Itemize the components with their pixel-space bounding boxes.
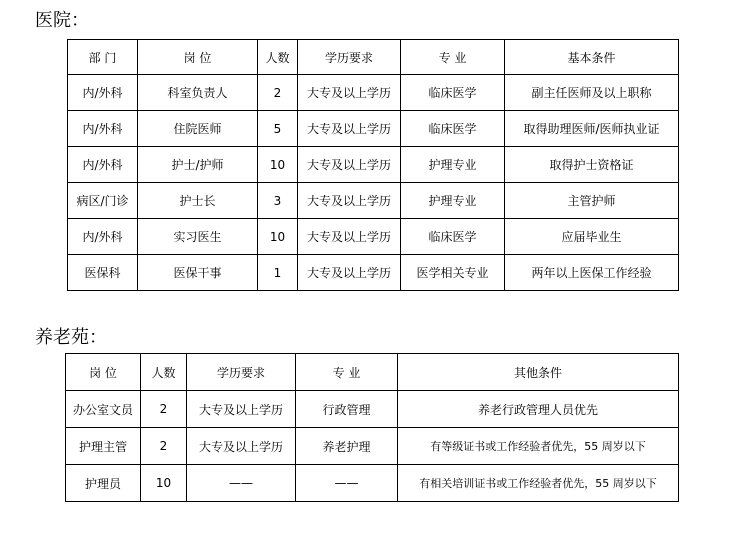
cell-education: 大专及以上学历 xyxy=(298,219,401,255)
cell-major: 行政管理 xyxy=(296,391,398,428)
cell-requirements: 取得护士资格证 xyxy=(505,147,679,183)
cell-department: 内/外科 xyxy=(68,219,138,255)
cell-department: 内/外科 xyxy=(68,111,138,147)
table-row xyxy=(68,219,679,255)
header-count: 人数 xyxy=(258,40,298,75)
cell-major: 护理专业 xyxy=(401,183,505,219)
cell-count: 10 xyxy=(141,465,187,502)
cell-department: 内/外科 xyxy=(68,75,138,111)
table-row xyxy=(66,428,679,465)
table-row xyxy=(68,255,679,291)
hospital-section-title: 医院： xyxy=(35,10,89,31)
hospital-positions-table xyxy=(67,39,679,291)
cell-education: —— xyxy=(187,465,296,502)
cell-requirements: 有相关培训证书或工作经验者优先，55 周岁以下 xyxy=(398,465,679,502)
header-major: 专 业 xyxy=(296,354,398,391)
cell-major: 医学相关专业 xyxy=(401,255,505,291)
cell-count: 3 xyxy=(258,183,298,219)
cell-department: 医保科 xyxy=(68,255,138,291)
cell-requirements: 取得助理医师/医师执业证 xyxy=(505,111,679,147)
nursing-home-positions-table xyxy=(65,353,679,502)
cell-education: 大专及以上学历 xyxy=(298,111,401,147)
header-position: 岗 位 xyxy=(138,40,258,75)
cell-position: 护理员 xyxy=(66,465,141,502)
cell-position: 护理主管 xyxy=(66,428,141,465)
cell-education: 大专及以上学历 xyxy=(187,391,296,428)
cell-requirements: 应届毕业生 xyxy=(505,219,679,255)
cell-position: 实习医生 xyxy=(138,219,258,255)
cell-count: 2 xyxy=(141,428,187,465)
header-department: 部 门 xyxy=(68,40,138,75)
cell-position: 科室负责人 xyxy=(138,75,258,111)
cell-count: 2 xyxy=(258,75,298,111)
table-header-row xyxy=(68,40,679,75)
cell-education: 大专及以上学历 xyxy=(298,255,401,291)
header-count: 人数 xyxy=(141,354,187,391)
cell-count: 10 xyxy=(258,147,298,183)
table-row xyxy=(66,465,679,502)
table-row xyxy=(66,391,679,428)
cell-department: 病区/门诊 xyxy=(68,183,138,219)
nursing-home-section-title: 养老苑： xyxy=(35,327,107,348)
cell-requirements: 副主任医师及以上职称 xyxy=(505,75,679,111)
cell-education: 大专及以上学历 xyxy=(187,428,296,465)
table-row xyxy=(68,75,679,111)
cell-position: 住院医师 xyxy=(138,111,258,147)
cell-position: 医保干事 xyxy=(138,255,258,291)
cell-major: 养老护理 xyxy=(296,428,398,465)
table-row xyxy=(68,147,679,183)
cell-count: 10 xyxy=(258,219,298,255)
cell-requirements: 主管护师 xyxy=(505,183,679,219)
cell-position: 办公室文员 xyxy=(66,391,141,428)
cell-count: 5 xyxy=(258,111,298,147)
cell-count: 2 xyxy=(141,391,187,428)
cell-major: 护理专业 xyxy=(401,147,505,183)
table-row xyxy=(68,183,679,219)
table-row xyxy=(68,111,679,147)
cell-requirements: 养老行政管理人员优先 xyxy=(398,391,679,428)
cell-education: 大专及以上学历 xyxy=(298,147,401,183)
header-major: 专 业 xyxy=(401,40,505,75)
header-education: 学历要求 xyxy=(298,40,401,75)
cell-major: —— xyxy=(296,465,398,502)
header-basic-requirements: 基本条件 xyxy=(505,40,679,75)
header-education: 学历要求 xyxy=(187,354,296,391)
cell-requirements: 两年以上医保工作经验 xyxy=(505,255,679,291)
cell-count: 1 xyxy=(258,255,298,291)
cell-department: 内/外科 xyxy=(68,147,138,183)
cell-position: 护士长 xyxy=(138,183,258,219)
header-other-requirements: 其他条件 xyxy=(398,354,679,391)
cell-major: 临床医学 xyxy=(401,219,505,255)
table-header-row xyxy=(66,354,679,391)
cell-education: 大专及以上学历 xyxy=(298,75,401,111)
cell-requirements: 有等级证书或工作经验者优先，55 周岁以下 xyxy=(398,428,679,465)
cell-major: 临床医学 xyxy=(401,75,505,111)
cell-position: 护士/护师 xyxy=(138,147,258,183)
cell-major: 临床医学 xyxy=(401,111,505,147)
cell-education: 大专及以上学历 xyxy=(298,183,401,219)
header-position: 岗 位 xyxy=(66,354,141,391)
